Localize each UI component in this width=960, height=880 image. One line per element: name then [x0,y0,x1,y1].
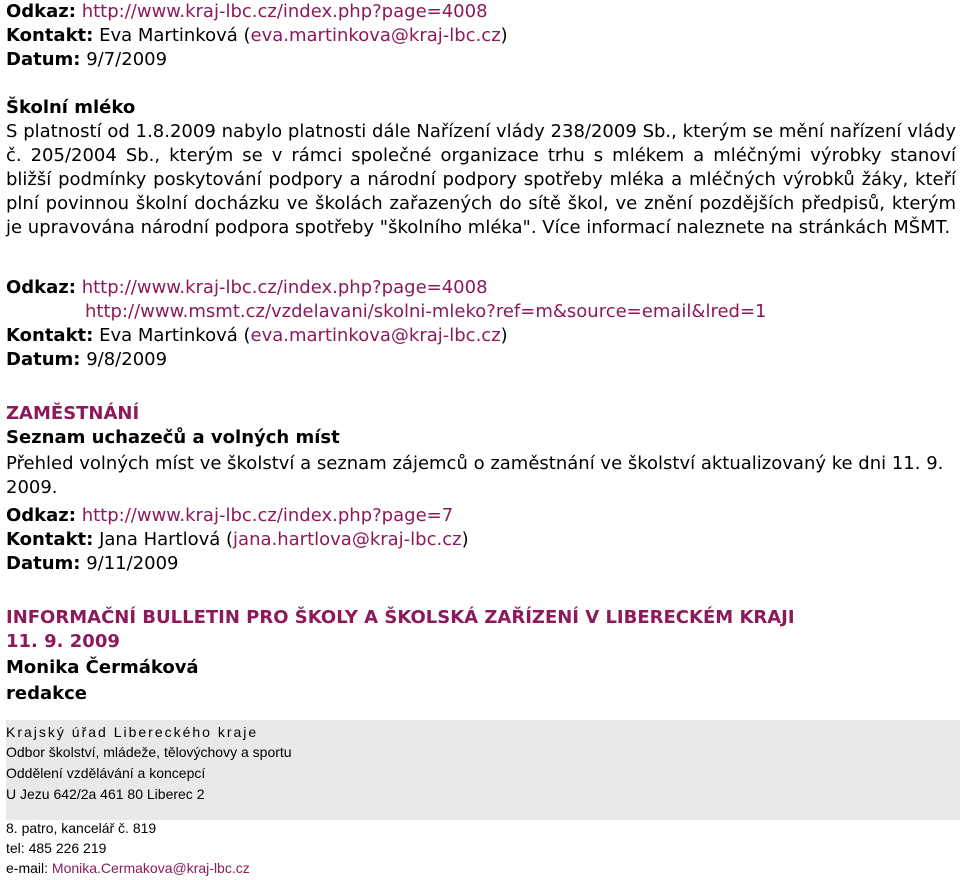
item2-contact-email[interactable]: jana.hartlova@kraj-lbc.cz [233,529,462,550]
item1-link2[interactable]: http://www.msmt.cz/vzdelavani/skolni-mleko?ref=m&source=email&lred=1 [85,301,767,322]
item0-contact-email[interactable]: eva.martinkova@kraj-lbc.cz [250,25,501,46]
footer-office: 8. patro, kancelář č. 819 [6,820,157,836]
datum-label: Datum: [6,553,81,574]
bulletin-author: Monika Čermáková [6,657,199,678]
kontakt-label: Kontakt: [6,325,94,346]
footer-dept: Odbor školství, mládeže, tělovýchovy a sportu [6,744,292,760]
item1-body: S platností od 1.8.2009 nabylo platnosti dále Nařízení vlády 238/2009 Sb., kterým se mění nařízení vlády č. 205/2004 Sb., kterým se v rámci společné organizace trhu s mlékem a mléčnými výrobky stanoví bližší podmínky poskytování podpory a národní podpory spotřeby mléka a mléčných výrobků žáky, kteří plní povinnou školní docházku ve školách zařazených do sítě škol, ve znění pozdějších předpisů, kterým je upravována národní podpora spotřeby "školního mléka". Více informací naleznete na stránkách MŠMT. [6,121,956,238]
item1-date: 9/8/2009 [86,349,168,370]
datum-label: Datum: [6,49,81,70]
item1-link1[interactable]: http://www.kraj-lbc.cz/index.php?page=4008 [81,277,488,298]
footer-email-row [6,858,956,878]
item2-body: Přehled volných míst ve školství a seznam zájemců o zaměstnání ve školství aktualizovaný ke dni 11. 9. 2009. [6,453,944,498]
footer-agency: Krajský úřad Libereckého kraje [6,724,259,740]
bulletin-heading: INFORMAČNÍ BULLETIN PRO ŠKOLY A ŠKOLSKÁ ZAŘÍZENÍ V LIBERECKÉM KRAJI [6,607,795,628]
odkaz-label: Odkaz: [6,277,76,298]
datum-label: Datum: [6,349,81,370]
item1-link2-row [85,300,956,324]
item0-date: 9/7/2009 [86,49,168,70]
item2-title: Seznam uchazečů a volných míst [6,427,340,448]
item0-link[interactable]: http://www.kraj-lbc.cz/index.php?page=4008 [81,1,488,22]
item2-date: 9/11/2009 [86,553,179,574]
item0-contact-name: Eva Martinková ( [99,25,251,46]
item1-contact-row [6,324,956,348]
footer-division: Oddělení vzdělávání a koncepcí [6,765,206,781]
item2-contact-name: Jana Hartlová ( [99,529,234,550]
item0-contact-row [6,24,956,48]
item2-link-row [6,504,956,528]
paren-close: ) [500,25,508,46]
item0-link-row [6,0,956,24]
item2-contact-row [6,528,956,552]
section-heading-zamestnani: ZAMĚSTNÁNÍ [6,403,140,424]
item0-date-row [6,48,956,72]
odkaz-label: Odkaz: [6,1,76,22]
footer-address: U Jezu 642/2a 461 80 Liberec 2 [6,786,205,802]
footer-email-label: e-mail: [6,860,52,876]
kontakt-label: Kontakt: [6,529,94,550]
kontakt-label: Kontakt: [6,25,94,46]
item1-contact-email[interactable]: eva.martinkova@kraj-lbc.cz [250,325,501,346]
item1-contact-name: Eva Martinková ( [99,325,251,346]
item1-title: Školní mléko [6,97,136,118]
item2-date-row [6,552,956,576]
paren-close: ) [461,529,469,550]
paren-close: ) [500,325,508,346]
item2-link[interactable]: http://www.kraj-lbc.cz/index.php?page=7 [81,505,454,526]
bulletin-date: 11. 9. 2009 [6,631,120,652]
odkaz-label: Odkaz: [6,505,76,526]
bulletin-role: redakce [6,683,87,704]
item1-date-row [6,348,956,372]
item1-link-row [6,276,956,300]
footer-email-link[interactable]: Monika.Cermakova@kraj-lbc.cz [51,860,250,876]
footer-tel: tel: 485 226 219 [6,840,107,856]
